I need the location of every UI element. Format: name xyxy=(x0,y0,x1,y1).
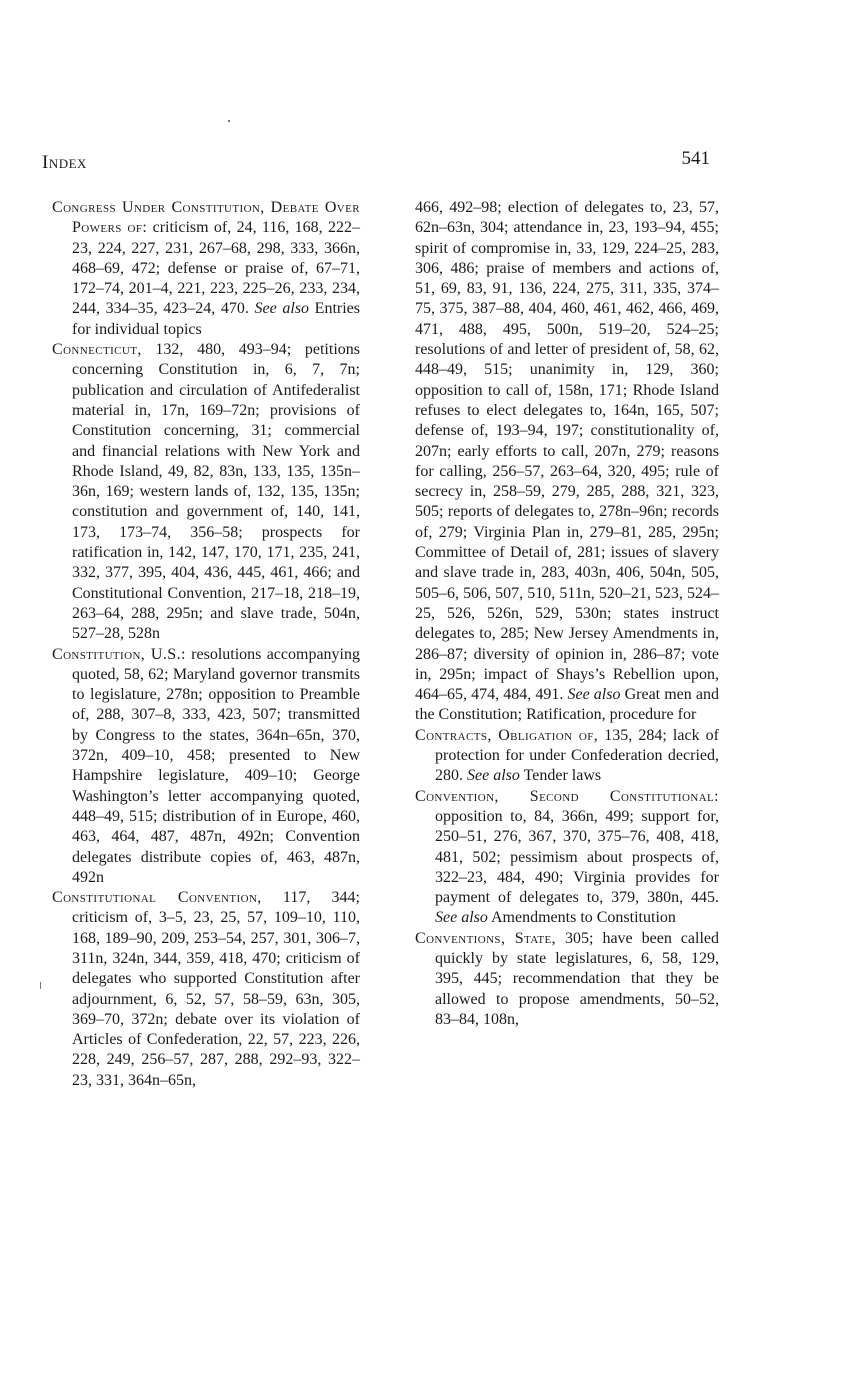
see-also-reference: See also xyxy=(467,767,520,785)
entry-text: 305; have been called quickly by state legislatures, 6, 58, 129, 395, 445; recommendation that they be allowed to propose amendments, 50–52, 83–84, 108n, xyxy=(435,929,720,1028)
running-head xyxy=(42,148,710,174)
index-entry xyxy=(415,726,719,787)
entry-cross-reference: Great men and the Constitution; Ratification, procedure for xyxy=(415,686,719,724)
left-column xyxy=(52,198,360,1091)
entry-text: resolutions accompanying quoted, 58, 62; Maryland governor transmits to legislature, 278n; opposition to Preamble of, 288, 307–8, 333, 423, 507; transmitted by Congress to the states, 364n–65n, 370, 372n, 409–10, 458; presented to New Hampshire legislature, 409–10; George Washington’s letter accompanying quoted, 448–49, 515; distribution of in Europe, 460, 463, 464, 487, 487n, 492n; Convention delegates distribute copies of, 463, 487n, 492n xyxy=(72,645,360,886)
see-also-reference: See also xyxy=(435,909,488,927)
entry-text: opposition to, 84, 366n, 499; support for, 250–51, 276, 367, 370, 375–76, 408, 418, 481, 502; pessimism about prospects of, 322–23, 484, 490; Virginia provides for payment of delegates to, 379, 380n, 445. xyxy=(435,807,719,907)
right-column xyxy=(415,198,719,1030)
index-entry xyxy=(415,787,719,929)
entry-text: 135, 284; lack of protection for under Confederation decried, 280. xyxy=(435,726,719,785)
entry-cross-reference: Tender laws xyxy=(519,767,602,785)
entry-heading: Contracts, Obligation of, xyxy=(415,726,599,744)
entry-text: criticism of, 24, 116, 168, 222–23, 224, 227, 231, 267–68, 298, 333, 366n, 468–69, 472; defense or praise of, 67–71, 172–74, 201–4, 221, 223, 225–26, 233, 234, 244, 334–35, 423–24, 470. xyxy=(72,219,361,318)
index-entry xyxy=(52,888,360,1091)
stray-ink-dot xyxy=(228,120,230,122)
index-entry xyxy=(52,198,360,340)
entry-text: 117, 344; criticism of, 3–5, 23, 25, 57, 109–10, 110, 168, 189–90, 209, 253–54, 257, 301, 306–7, 311n, 324n, 344, 359, 418, 470; criticism of delegates who supported Constitution after adjournment, 6, 52, 57, 58–59, 63n, 305, 369–70, 372n; debate over its violation of Articles of Confederation, 22, 57, 223, 226, 228, 249, 256–57, 287, 288, 292–93, 322–23, 331, 364n–65n, xyxy=(72,889,360,1089)
entry-heading: Constitution, U.S.: xyxy=(52,645,186,663)
entry-heading: Connecticut, xyxy=(52,341,142,359)
entry-heading: Congress Under Constitution, Debate Over Powers of: xyxy=(52,199,360,237)
index-entry xyxy=(415,929,719,1030)
stray-ink-mark xyxy=(40,982,41,989)
running-head-title: Index xyxy=(42,152,87,173)
index-entry xyxy=(52,340,360,644)
entry-text: 132, 480, 493–94; petitions concerning Constitution in, 6, 7, 7n; publication and circulation of Antifederalist material in, 17n, 169–72n; provisions of Constitution concerning, 31; commercial and financial relations with New York and Rhode Island, 49, 82, 83n, 133, 135, 135n–36n, 169; western lands of, 132, 135, 135n; constitution and government of, 140, 141, 173, 173–74, 356–58; prospects for ratification in, 142, 147, 170, 171, 235, 241, 332, 377, 395, 404, 436, 445, 461, 466; and Constitutional Convention, 217–18, 218–19, 263–64, 288, 295n; and slave trade, 504n, 527–28, 528n xyxy=(72,341,360,643)
see-also-reference: See also xyxy=(567,686,621,704)
entry-heading: Constitutional Convention, xyxy=(52,889,262,907)
entry-text: 466, 492–98; election of delegates to, 23, 57, 62n–63n, 304; attendance in, 23, 193–94, 455; spirit of compromise in, 33, 129, 224–25, 283, 306, 486; praise of members and actions of, 51, 69, 83, 91, 136, 224, 275, 311, 335, 374–75, 375, 387–88, 404, 460, 461, 462, 466, 469, 471, 488, 495, 500n, 519–20, 524–25; resolutions of and letter of president of, 58, 62, 448–49, 515; unanimity in, 129, 360; opposition to call of, 158n, 171; Rhode Island refuses to elect delegates to, 164n, 165, 507; defense of, 193–94, 197; constitutionality of, 207n; early efforts to call, 207n, 279; reasons for calling, 256–57, 263–64, 320, 495; rule of secrecy in, 258–59, 279, 285, 288, 321, 323, 505; reports of delegates to, 278n–96n; records of, 279; Virginia Plan in, 279–81, 285, 295n; Committee of Detail of, 281; issues of slavery and slave trade in, 283, 403n, 406, 504n, 505, 505–6, 506, 507, 510, 511n, 520–21, 523, 524–25, 526, 526n, 529, 530n; states instruct delegates to, 285; New Jersey Amendments in, 286–87; diversity of opinion in, 286–87; vote in, 295n; impact of Shays’s Rebellion upon, 464–65, 474, 484, 491. xyxy=(415,199,719,704)
page-number: 541 xyxy=(681,148,710,169)
index-entry xyxy=(52,645,360,889)
entry-cross-reference: Amendments to Constitution xyxy=(487,909,676,927)
index-entry-continued xyxy=(415,198,719,726)
entry-cross-reference: Entries for individual topics xyxy=(72,300,360,338)
entry-heading: Convention, Second Constitutional: xyxy=(415,787,719,805)
entry-heading: Conventions, State, xyxy=(415,929,557,947)
see-also-reference: See also xyxy=(254,300,310,318)
